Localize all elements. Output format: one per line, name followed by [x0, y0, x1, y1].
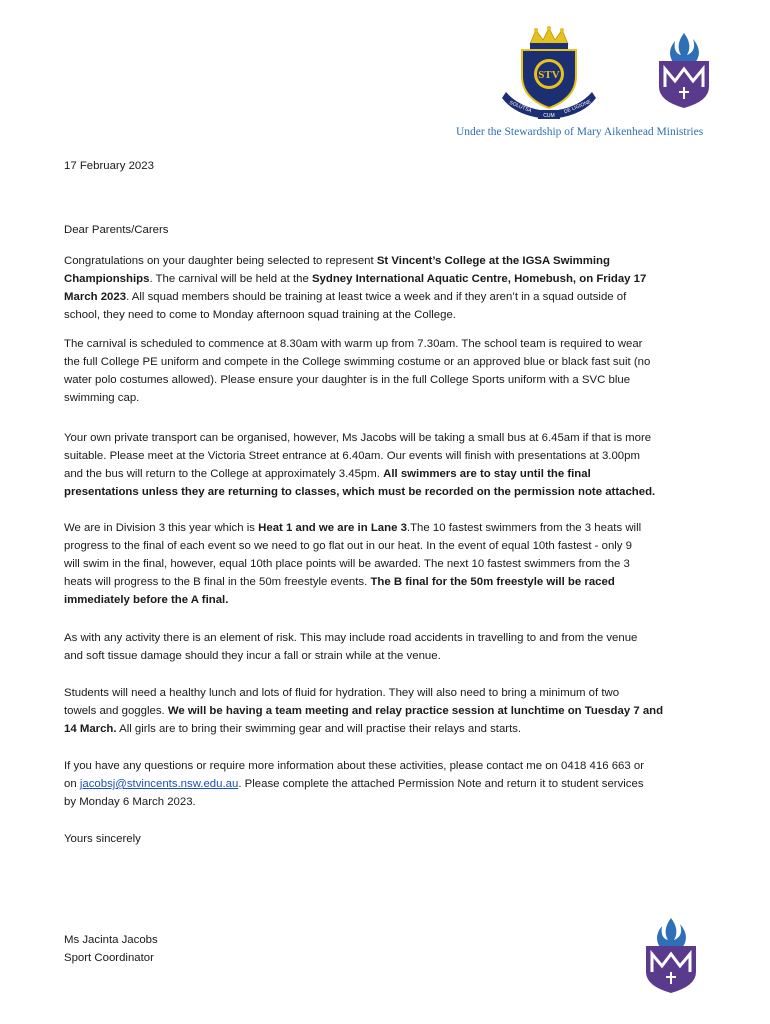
- paragraph-5: [64, 629, 637, 665]
- p4-line-2: progress to the final of each event so we need to go flat out in our heat. In the event of equal 10th fastest - only 9: [64, 540, 633, 552]
- p2-line-3: water polo costumes allowed). Please ensure your daughter is in the full College Sports uniform with a SVC blue: [64, 374, 631, 386]
- salutation-text: Dear Parents/Carers: [64, 224, 169, 236]
- p1-text: . The carnival will be held at the: [149, 273, 312, 285]
- p6-bold: 14 March.: [64, 723, 117, 735]
- mary-aikenhead-logo-footer: [640, 916, 702, 994]
- crest-motto-left: SOLUTSA: [508, 99, 533, 115]
- p5-line-1: As with any activity there is an element of risk. This may include road accidents in travelling to and from the venue: [64, 632, 638, 644]
- p2-line-2: the full College PE uniform and compete in the College swimming costume or an approved blue or black fast suit (no: [64, 356, 651, 368]
- p1-bold: St Vincent’s College at the IGSA Swimming: [376, 255, 610, 267]
- p1-text: Congratulations on your daughter being selected to represent: [64, 255, 377, 267]
- p4-text: heats will progress to the B final in the 50m freestyle events.: [64, 576, 371, 588]
- stewardship-tagline: Under the Stewardship of Mary Aikenhead Ministries: [456, 126, 704, 138]
- p4-text: We are in Division 3 this year which is: [64, 522, 259, 534]
- p6-bold: We will be having a team meeting and relay practice session at lunchtime on Tuesday 7 and: [167, 705, 664, 717]
- p2-line-4: swimming cap.: [64, 392, 140, 404]
- p4-line-5: immediately before the A final.: [64, 594, 229, 606]
- crest-motto-right: DE LIGIONE: [563, 98, 593, 116]
- college-crest-logo: [500, 26, 598, 122]
- crest-motto-bottom: CUM: [543, 113, 555, 119]
- p6-line-3: [64, 720, 663, 738]
- p7-text: on: [64, 778, 80, 790]
- p3-line-3: [64, 465, 655, 483]
- p5-line-2: and soft tissue damage should they incur a fall or strain while at the venue.: [64, 650, 441, 662]
- paragraph-6: [64, 684, 663, 738]
- signatory-title: Sport Coordinator: [64, 952, 154, 964]
- p1-line-2: [64, 270, 646, 288]
- paragraph-1: [64, 252, 646, 324]
- p4-bold: The B final for the 50m freestyle will be raced: [370, 576, 615, 588]
- p7-line-3: by Monday 6 March 2023.: [64, 796, 196, 808]
- p6-line-2: [64, 702, 663, 720]
- p1-line-4: school, they need to come to Monday afternoon squad training at the College.: [64, 309, 456, 321]
- letter-date: [64, 157, 154, 175]
- paragraph-2: [64, 335, 650, 407]
- closing-text: Yours sincerely: [64, 833, 141, 845]
- crest-letters: STV: [538, 69, 560, 81]
- date-text: 17 February 2023: [64, 160, 154, 172]
- email-link[interactable]: jacobsj@stvincents.nsw.edu.au: [79, 778, 239, 790]
- p2-line-1: The carnival is scheduled to commence at 8.30am with warm up from 7.30am. The school team is required to wear: [64, 338, 643, 350]
- p6-text: towels and goggles.: [64, 705, 168, 717]
- p7-line-1: If you have any questions or require more information about these activities, please contact me on 0418 416 663 or: [64, 760, 645, 772]
- p1-bold: Championships: [64, 273, 150, 285]
- paragraph-4: [64, 519, 641, 609]
- p7-text: . Please complete the attached Permission Note and return it to student services: [238, 778, 644, 790]
- p7-line-2: [64, 775, 644, 793]
- p1-bold: Sydney International Aquatic Centre, Homebush, on Friday 17: [311, 273, 647, 285]
- mary-aikenhead-logo: [653, 31, 715, 109]
- p1-line-1: [64, 252, 646, 270]
- paragraph-3: [64, 429, 655, 501]
- p4-text: .The 10 fastest swimmers from the 3 heats will: [406, 522, 642, 534]
- salutation: [64, 221, 168, 239]
- crown-icon: [530, 26, 568, 49]
- p4-line-3: will swim in the final, however, equal 10th place points will be awarded. The next 10 fastest swimmers from the 3: [64, 558, 630, 570]
- p6-text: All girls are to bring their swimming gear and will practise their relays and starts.: [116, 723, 522, 735]
- p3-line-4: presentations unless they are returning to classes, which must be recorded on the permission note attached.: [64, 486, 656, 498]
- paragraph-7: [64, 757, 644, 811]
- p3-text: and the bus will return to the College at approximately 3.45pm.: [64, 468, 384, 480]
- signatory-name: Ms Jacinta Jacobs: [64, 934, 158, 946]
- closing: [64, 830, 141, 848]
- signature-block: [64, 931, 158, 967]
- p1-line-3: [64, 288, 646, 306]
- p3-line-1: Your own private transport can be organised, however, Ms Jacobs will be taking a small bus at 6.45am if that is more: [64, 432, 652, 444]
- p3-line-2: suitable. Please meet at the Victoria Street entrance at 6.40am. Our events will finish with presentations at 3.00pm: [64, 450, 640, 462]
- p6-line-1: Students will need a healthy lunch and lots of fluid for hydration. They will also need to bring a minimum of two: [64, 687, 620, 699]
- p4-line-4: [64, 573, 641, 591]
- p3-bold: All swimmers are to stay until the final: [383, 468, 591, 480]
- p4-line-1: [64, 519, 641, 537]
- p4-bold: Heat 1 and we are in Lane 3: [258, 522, 407, 534]
- p1-text: . All squad members should be training at least twice a week and if they aren’t in a squad outside of: [126, 291, 627, 303]
- p1-bold: March 2023: [64, 291, 127, 303]
